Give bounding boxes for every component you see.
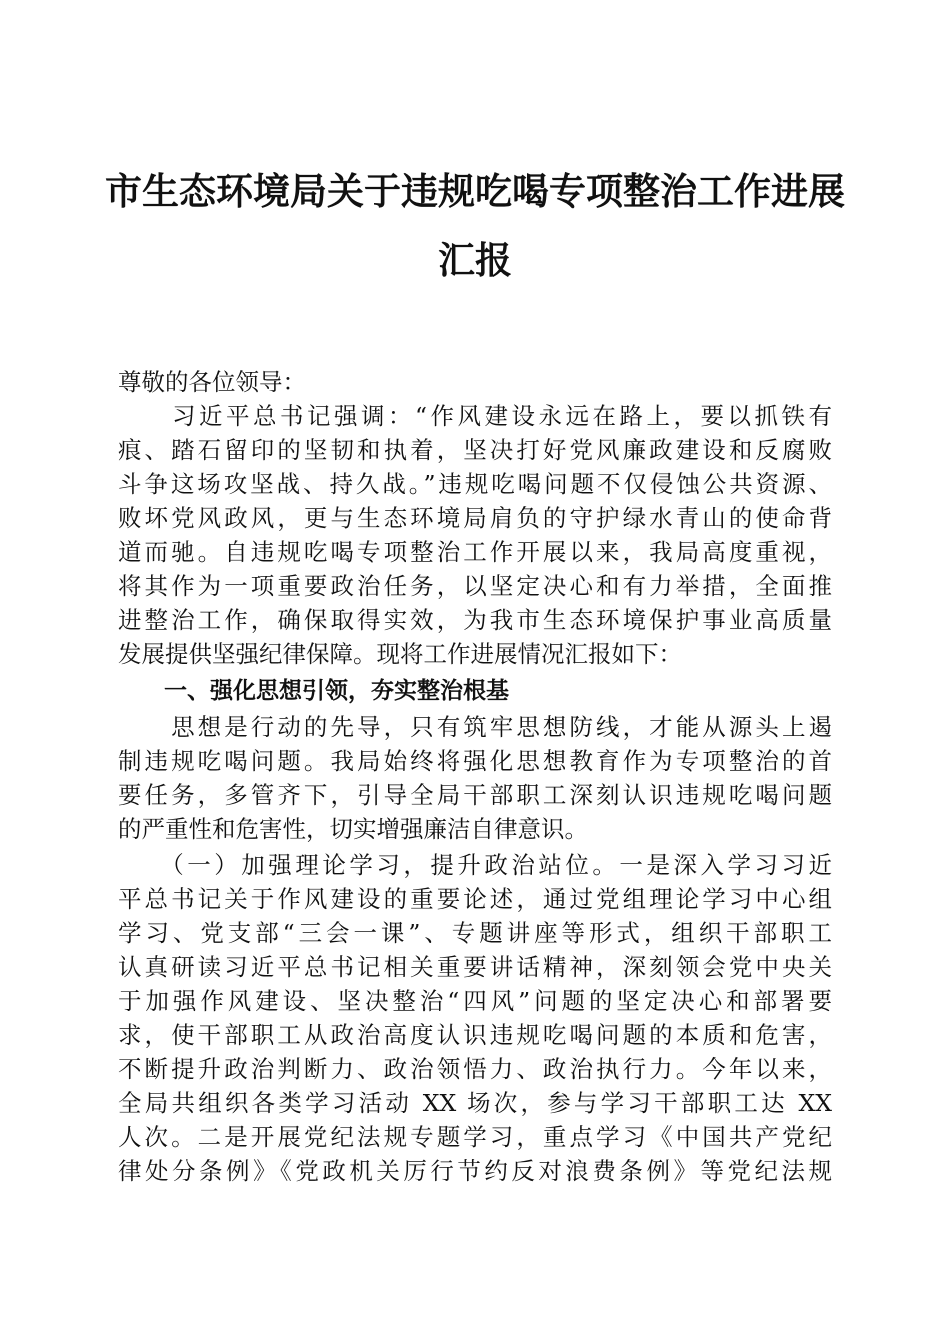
body-line: 发展提供坚强纪律保障。现将工作进展情况汇报如下： bbox=[118, 640, 682, 668]
body-line: 将其作为一项重要政治任务，以坚定决心和有力举措，全面推 bbox=[118, 572, 832, 600]
body-line: 律处分条例》《党政机关厉行节约反对浪费条例》等党纪法规 bbox=[118, 1157, 832, 1185]
body-line: 学习、党支部“三会一课”、专题讲座等形式，组织干部职工 bbox=[118, 919, 832, 947]
document-title-line-1: 市生态环境局关于违规吃喝专项整治工作进展 bbox=[105, 169, 845, 213]
body-line: 进整治工作，确保取得实效，为我市生态环境保护事业高质量 bbox=[118, 606, 832, 634]
section-heading: 一、强化思想引领，夯实整治根基 bbox=[118, 678, 509, 704]
body-line: 痕、踏石留印的坚韧和执着，坚决打好党风廉政建设和反腐败 bbox=[118, 436, 832, 464]
body-line: 认真研读习近平总书记相关重要讲话精神，深刻领会党中央关 bbox=[118, 953, 832, 981]
body-line: 求，使干部职工从政治高度认识违规吃喝问题的本质和危害， bbox=[118, 1021, 832, 1049]
document-title-line-2: 汇报 bbox=[438, 238, 512, 282]
salutation: 尊敬的各位领导： bbox=[118, 368, 306, 396]
body-line: 的严重性和危害性，切实增强廉洁自律意识。 bbox=[118, 815, 588, 843]
body-line: 道而驰。自违规吃喝专项整治工作开展以来，我局高度重视， bbox=[118, 538, 832, 566]
body-line: 要任务，多管齐下，引导全局干部职工深刻认识违规吃喝问题 bbox=[118, 781, 832, 809]
body-line: 人次。二是开展党纪法规专题学习，重点学习《中国共产党纪 bbox=[118, 1123, 832, 1151]
body-line: 不断提升政治判断力、政治领悟力、政治执行力。今年以来， bbox=[118, 1055, 832, 1083]
body-line: 于加强作风建设、坚决整治“四风”问题的坚定决心和部署要 bbox=[118, 987, 832, 1015]
body-line: 平总书记关于作风建设的重要论述，通过党组理论学习中心组 bbox=[118, 885, 832, 913]
body-line: 败坏党风政风，更与生态环境局肩负的守护绿水青山的使命背 bbox=[118, 504, 832, 532]
body-line: （一）加强理论学习，提升政治站位。一是深入学习习近 bbox=[118, 851, 832, 879]
body-line: 习近平总书记强调：“作风建设永远在路上，要以抓铁有 bbox=[118, 402, 832, 430]
body-line: 思想是行动的先导，只有筑牢思想防线，才能从源头上遏 bbox=[118, 713, 832, 741]
body-line: 全局共组织各类学习活动 XX 场次，参与学习干部职工达 XX bbox=[118, 1089, 832, 1117]
body-line: 斗争这场攻坚战、持久战。”违规吃喝问题不仅侵蚀公共资源、 bbox=[118, 470, 832, 498]
body-line: 制违规吃喝问题。我局始终将强化思想教育作为专项整治的首 bbox=[118, 747, 832, 775]
